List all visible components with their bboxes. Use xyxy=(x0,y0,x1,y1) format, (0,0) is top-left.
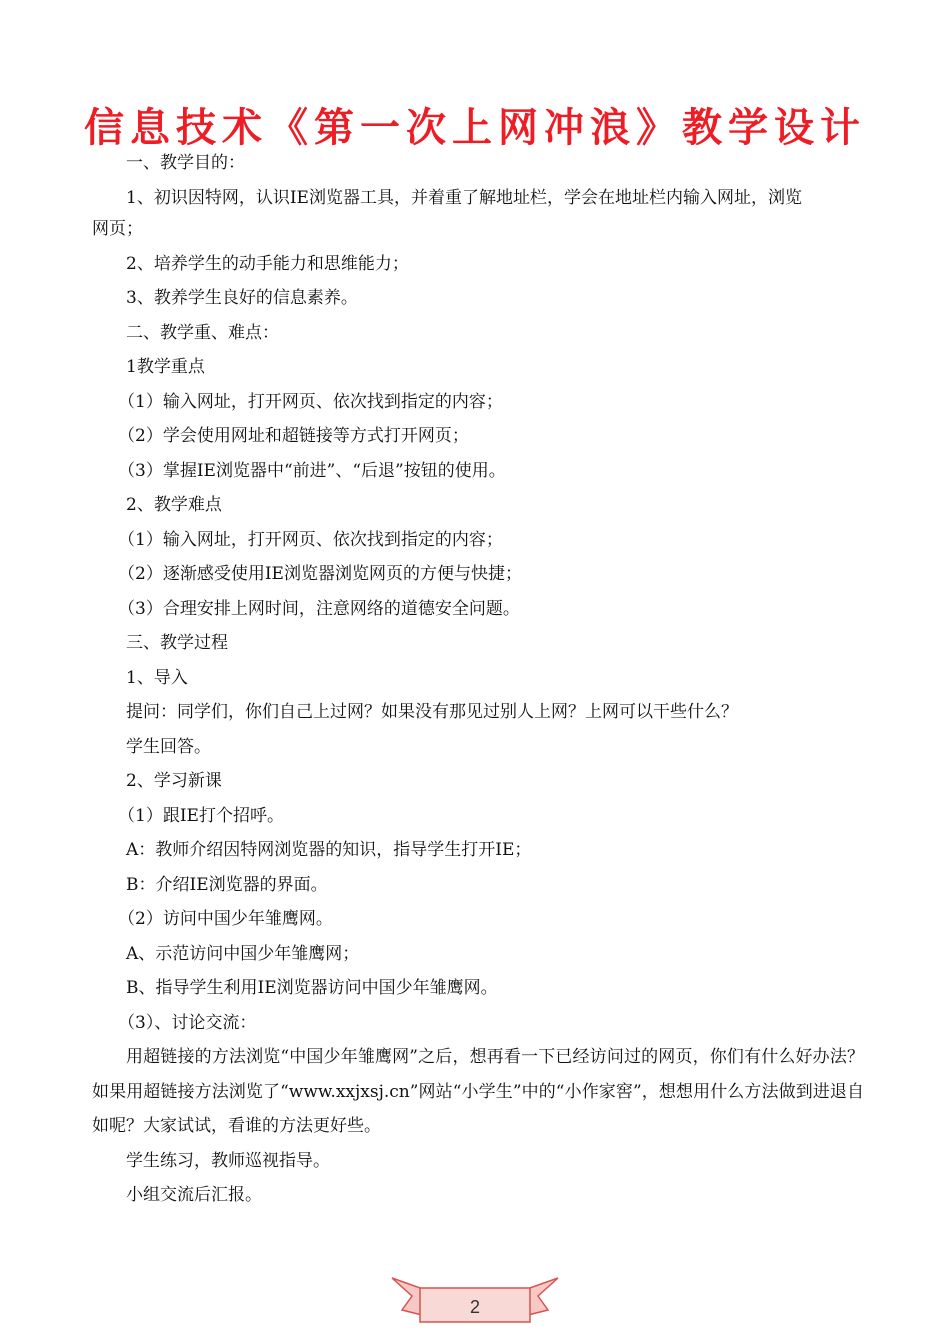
paragraph-continuation: 网页； xyxy=(92,219,143,239)
paragraph: （1）输入网址，打开网页、依次找到指定的内容； xyxy=(118,391,503,412)
document-title: 信息技术《第一次上网冲浪》教学设计 xyxy=(84,105,866,151)
page-footer xyxy=(390,1270,560,1330)
paragraph: B、指导学生利用IE浏览器访问中国少年雏鹰网。 xyxy=(126,978,498,998)
paragraph: 1、导入 xyxy=(126,667,188,688)
paragraph: （2）学会使用网址和超链接等方式打开网页； xyxy=(118,426,469,446)
paragraph: 2、培养学生的动手能力和思维能力； xyxy=(126,253,409,274)
paragraph: 小组交流后汇报。 xyxy=(126,1185,262,1205)
paragraph: 三、教学过程 xyxy=(126,633,228,653)
paragraph: 2、教学难点 xyxy=(126,495,222,515)
paragraph: （2）访问中国少年雏鹰网。 xyxy=(118,909,333,929)
paragraph: 提问：同学们，你们自己上过网？如果没有那见过别人上网？上网可以干些什么？ xyxy=(126,702,738,722)
paragraph: B：介绍IE浏览器的界面。 xyxy=(126,874,328,895)
paragraph: 一、教学目的： xyxy=(126,153,245,173)
paragraph: 学生练习，教师巡视指导。 xyxy=(126,1150,330,1171)
paragraph: 1、初识因特网，认识IE浏览器工具，并着重了解地址栏，学会在地址栏内输入网址，浏览 xyxy=(126,187,802,208)
page-number: 2 xyxy=(469,1297,480,1317)
paragraph: （2）逐渐感受使用IE浏览器浏览网页的方便与快捷； xyxy=(118,564,522,584)
paragraph: A、示范访问中国少年雏鹰网； xyxy=(126,943,360,964)
paragraph: 学生回答。 xyxy=(126,736,211,757)
paragraph: 2、学习新课 xyxy=(126,771,222,791)
paragraph: 1教学重点 xyxy=(126,357,205,377)
paragraph: （1）跟IE打个招呼。 xyxy=(118,805,284,826)
paragraph: （3）掌握IE浏览器中“前进”、“后退”按钮的使用。 xyxy=(118,460,506,481)
paragraph: （3）、讨论交流： xyxy=(118,1012,257,1033)
document-body xyxy=(92,146,864,1213)
paragraph: 3、教养学生良好的信息素养。 xyxy=(126,288,358,308)
paragraph: A：教师介绍因特网浏览器的知识，指导学生打开IE； xyxy=(126,840,532,860)
paragraph: 二、教学重、难点： xyxy=(126,322,279,343)
paragraph: （3）合理安排上网时间，注意网络的道德安全问题。 xyxy=(118,598,520,619)
paragraph: 用超链接的方法浏览“中国少年雏鹰网”之后，想再看一下已经访问过的网页，你们有什么好办法？如果用超链接方法浏览了“www.xxjxsj.cn”网站“小学生”中的“小作家窖”，想想用什么方法做到进退自如呢？大家试试，看谁的方法更好些。 xyxy=(92,1047,864,1136)
paragraph: （1）输入网址，打开网页、依次找到指定的内容； xyxy=(118,529,503,550)
